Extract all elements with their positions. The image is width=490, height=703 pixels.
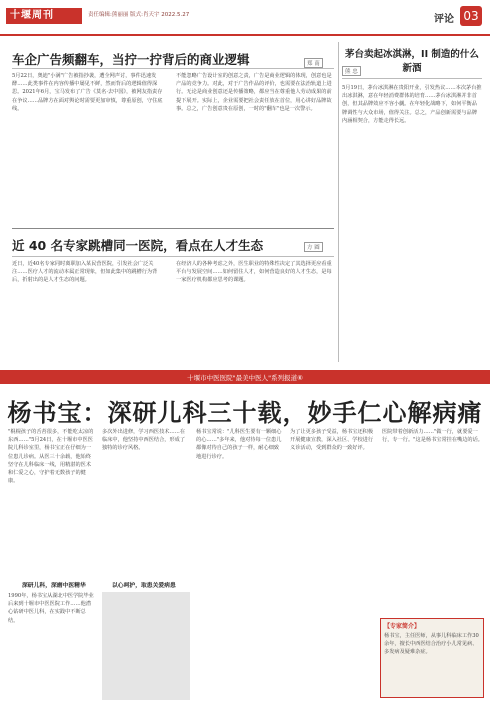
expert-profile-text: 杨书宝，主任医师，从事儿科临床工作30余年，擅长中西医结合治疗小儿常见病、多发病及疑难杂症。 (384, 633, 479, 656)
article1-col1: 5月22日，奥迪"小满"广告被指抄袭，遭全网声讨，事件迅速发酵……此类事件在内容传播中屡见不鲜，然而背后的逻辑值得深思。2021年6月，宝马发布了广告《莫名·去中国》，被网友指责存在争议……品牌方在面对舆论时需要更加审慎，尊重原创，守住底线。 (12, 73, 163, 112)
article2-col2: 在经济人的各种考虑之外，医生职业的特殊性决定了其选择更应看重平台与发展空间……如何留住人才，如何营造良好的人才生态，是每一家医疗机构都应思考的课题。 (176, 261, 332, 284)
feature-col4: 为了让更多孩子受益，杨书宝还积极开展健康宣教，深入社区、学校进行义诊活动，受到群众的一致好评。 (290, 429, 374, 452)
feature-subheading1: 深研儿科，深磨中医精华 (22, 583, 86, 589)
expert-profile-title: 【专家简介】 (384, 623, 421, 630)
article2-col1: 近日，近40名专家同时离职加入某民营医院，引发社会广泛关注……医疗人才的流动本属正常现象，但如此集中的跳槽行为背后，折射出的是人才生态的问题。 (12, 261, 158, 284)
feature-col3: 杨书宝常说："儿科医生要有一颗细心的心……"多年来，他对待每一位患儿都像对待自己的孩子一样，耐心细致地进行诊疗。 (196, 429, 282, 460)
article2-author-tag: 方 圆 (304, 242, 323, 252)
right-article-author-tag: 熊 忠 (342, 66, 361, 76)
article2-top-rule (12, 228, 334, 229)
page-header (0, 0, 490, 36)
column-divider (338, 42, 339, 362)
article2-title: 近 40 名专家跳槽同一医院，看点在人才生态 (12, 238, 264, 253)
feature-banner-text: 十堰市中医医院"最美中医人"系列报道⑥ (187, 374, 303, 382)
feature-title: 杨书宝：深研儿科三十载，妙手仁心解病痛 (7, 399, 483, 427)
right-article-body: 5月19日，茅台冰淇淋在贵阳开业，引发热议……本次茅台推出冰淇淋，意在年轻消费群体的培育……茅台冰淇淋并非首创，但其品牌效应不容小觑。在年轻化战略下，如何平衡品牌调性与大众市场，值得关注。总之，产品创新需要与品牌内涵相契合，方能走得长远。 (342, 85, 482, 124)
article1-rule (12, 68, 334, 69)
feature-col2: 多次外出进修，学习西医技术……在临床中，他坚持中西医结合，形成了独特的诊疗风格。 (102, 429, 186, 452)
article2-rule (12, 256, 334, 257)
right-article-rule (342, 78, 482, 79)
feature-subheading2: 以心呵护，取患关爱病患 (112, 583, 176, 589)
article1-title: 车企广告频翻车，当拧一拧背后的商业逻辑 (12, 52, 250, 67)
article1-author-tag: 郑 南 (304, 58, 323, 68)
header-rule (0, 34, 490, 36)
feature-col5: 医院带着创新活力……"做一行，就要爱一行，专一行。"这是杨书宝常挂在嘴边的话。 (382, 429, 483, 444)
feature-col1b: 1990年，杨书宝从湖北中医学院毕业后来到十堰市中医医院工作……他潜心钻研中医儿科，在实践中不断总结。 (8, 593, 94, 624)
feature-col1: "棍棍孩子的舌苔很多，不能吃太凉的东西……"5月24日，在十堰市中医医院儿科诊室里，杨书宝正在仔细为一位患儿诊病。从医三十余载，他始终坚守在儿科临床一线，用精湛的医术和仁爱之心，守护着无数孩子的健康。 (8, 429, 94, 485)
feature-photo (102, 592, 190, 700)
right-article-title: 茅台卖起冰淇淋，II 制造的什么新酒 (345, 49, 479, 74)
article1-col2: 不能忽略广告设计室的创意之责，广告是商业逻辑的体现，创意也是产品的竞争力。对此，对于广告作品的评价，也需要在法治轨道上进行。无论是商业创意还是传播策略，都应当在尊重他人劳动成果的前提下展开。实际上，企业需要把社会责任放在首位，用心讲好品牌故事。总之，广告创意贵在原创，一时的"翻车"也是一次警示。 (176, 73, 332, 112)
masthead: 十堰周刊 (6, 8, 82, 24)
page-number: 03 (460, 6, 482, 26)
meta-line: 责任编辑:熊丽丽 版式:肖天宇 2022.5.27 (88, 12, 190, 18)
section-name: 评论 (434, 14, 454, 25)
